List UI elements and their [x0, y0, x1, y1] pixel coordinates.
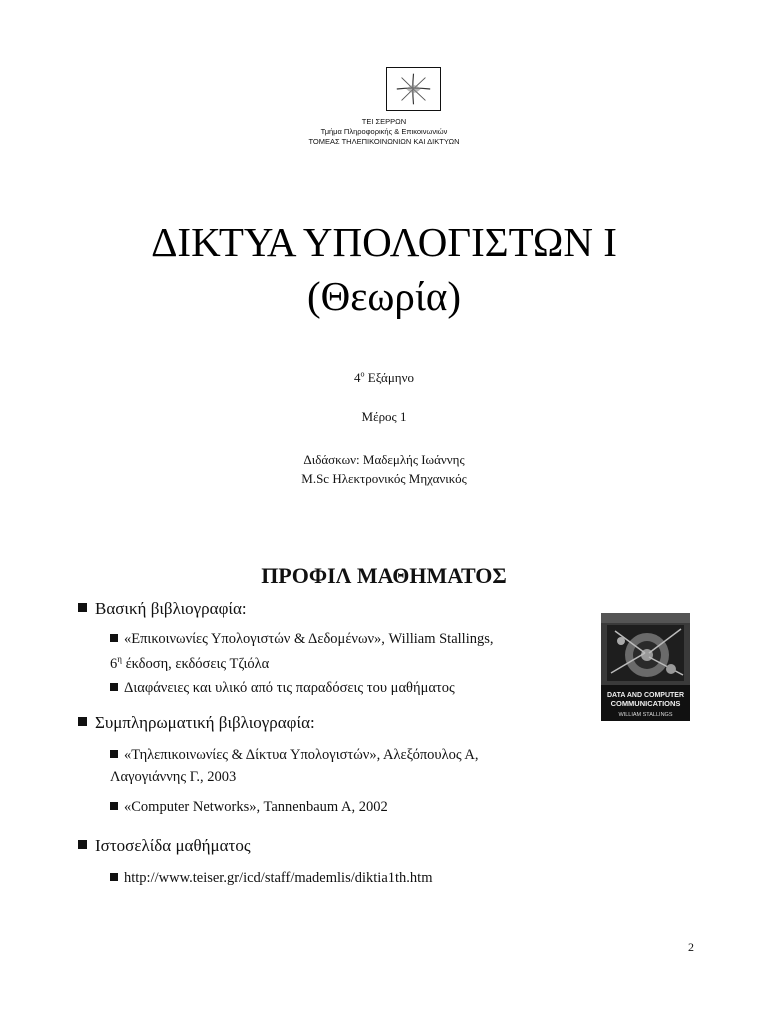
supplementary-bibliography-label: Συμπληρωματική βιβλιογραφία: [95, 713, 315, 732]
book-cover-image [601, 613, 690, 721]
book-author: WILLIAM STALLINGS [618, 712, 673, 718]
supp-item-1-line1: «Τηλεπικοινωνίες & Δίκτυα Υπολογιστών», Αλεξόπουλος Α, [124, 747, 479, 763]
basic-item-2-text: Διαφάνειες και υλικό από τις παραδόσεις του μαθήματος [124, 680, 455, 696]
part-number: Μέρος 1 [361, 409, 407, 424]
semester-number: 4 [354, 370, 361, 385]
supp-item-2-text: «Computer Networks», Tannenbaum A, 2002 [124, 799, 388, 815]
basic-bibliography-heading [78, 598, 247, 620]
supplementary-bibliography-heading [78, 712, 315, 734]
sector-name: ΤΟΜΕΑΣ ΤΗΛΕΠΙΚΟΙΝΩΝΙΩΝ ΚΑΙ ΔΙΚΤΥΩΝ [308, 137, 460, 146]
semester [0, 369, 768, 387]
edition-ordinal: η [117, 654, 122, 664]
instructor-degree: M.Sc Ηλεκτρονικός Μηχανικός [301, 471, 467, 486]
section-title: ΠΡΟΦΙΛ ΜΑΘΗΜΑΤΟΣ [261, 563, 507, 588]
department-name: Τμήμα Πληροφορικής & Επικοινωνιών [320, 127, 448, 136]
course-website-label: Ιστοσελίδα μαθήματος [95, 836, 251, 855]
edition-rest: έκδοση, εκδόσεις Τζιόλα [121, 655, 270, 672]
logo-star-icon [387, 68, 440, 110]
edition-number: 6 [110, 655, 118, 672]
square-bullet-icon [110, 750, 118, 758]
course-website-heading [78, 835, 251, 857]
square-bullet-icon [78, 603, 87, 612]
basic-item-1 [110, 630, 494, 649]
basic-item-1-cont [110, 650, 269, 674]
semester-ordinal: ο [360, 369, 365, 379]
square-bullet-icon [110, 802, 118, 810]
page-number: 2 [688, 940, 694, 954]
institution-logo [386, 67, 441, 111]
square-bullet-icon [78, 840, 87, 849]
book-title-line2: COMMUNICATIONS [610, 699, 681, 708]
square-bullet-icon [110, 683, 118, 691]
course-subtitle: (Θεωρία) [306, 273, 462, 319]
basic-bibliography-label: Βασική βιβλιογραφία: [95, 599, 247, 618]
book-title-line1: DATA AND COMPUTER [607, 692, 684, 699]
instructor: Διδάσκων: Μαδεμλής Ιωάννης [303, 452, 465, 467]
course-website-url[interactable]: http://www.teiser.gr/icd/staff/mademlis/diktia1th.htm [124, 870, 433, 886]
course-title: ΔΙΚΤΥΑ ΥΠΟΛΟΓΙΣΤΩΝ Ι [151, 219, 617, 265]
square-bullet-icon [78, 717, 87, 726]
course-website-item [110, 869, 433, 888]
basic-item-1-line1: «Επικοινωνίες Υπολογιστών & Δεδομένων», William Stallings, [124, 631, 494, 647]
square-bullet-icon [110, 873, 118, 881]
supp-item-1 [110, 746, 479, 765]
semester-label: Εξάμηνο [364, 370, 414, 385]
square-bullet-icon [110, 634, 118, 642]
supp-item-2 [110, 798, 388, 817]
supp-item-1-cont: Λαγογιάννης Γ., 2003 [110, 769, 237, 785]
basic-item-2 [110, 679, 455, 698]
institution-name: ΤΕΙ ΣΕΡΡΩΝ [361, 117, 407, 126]
